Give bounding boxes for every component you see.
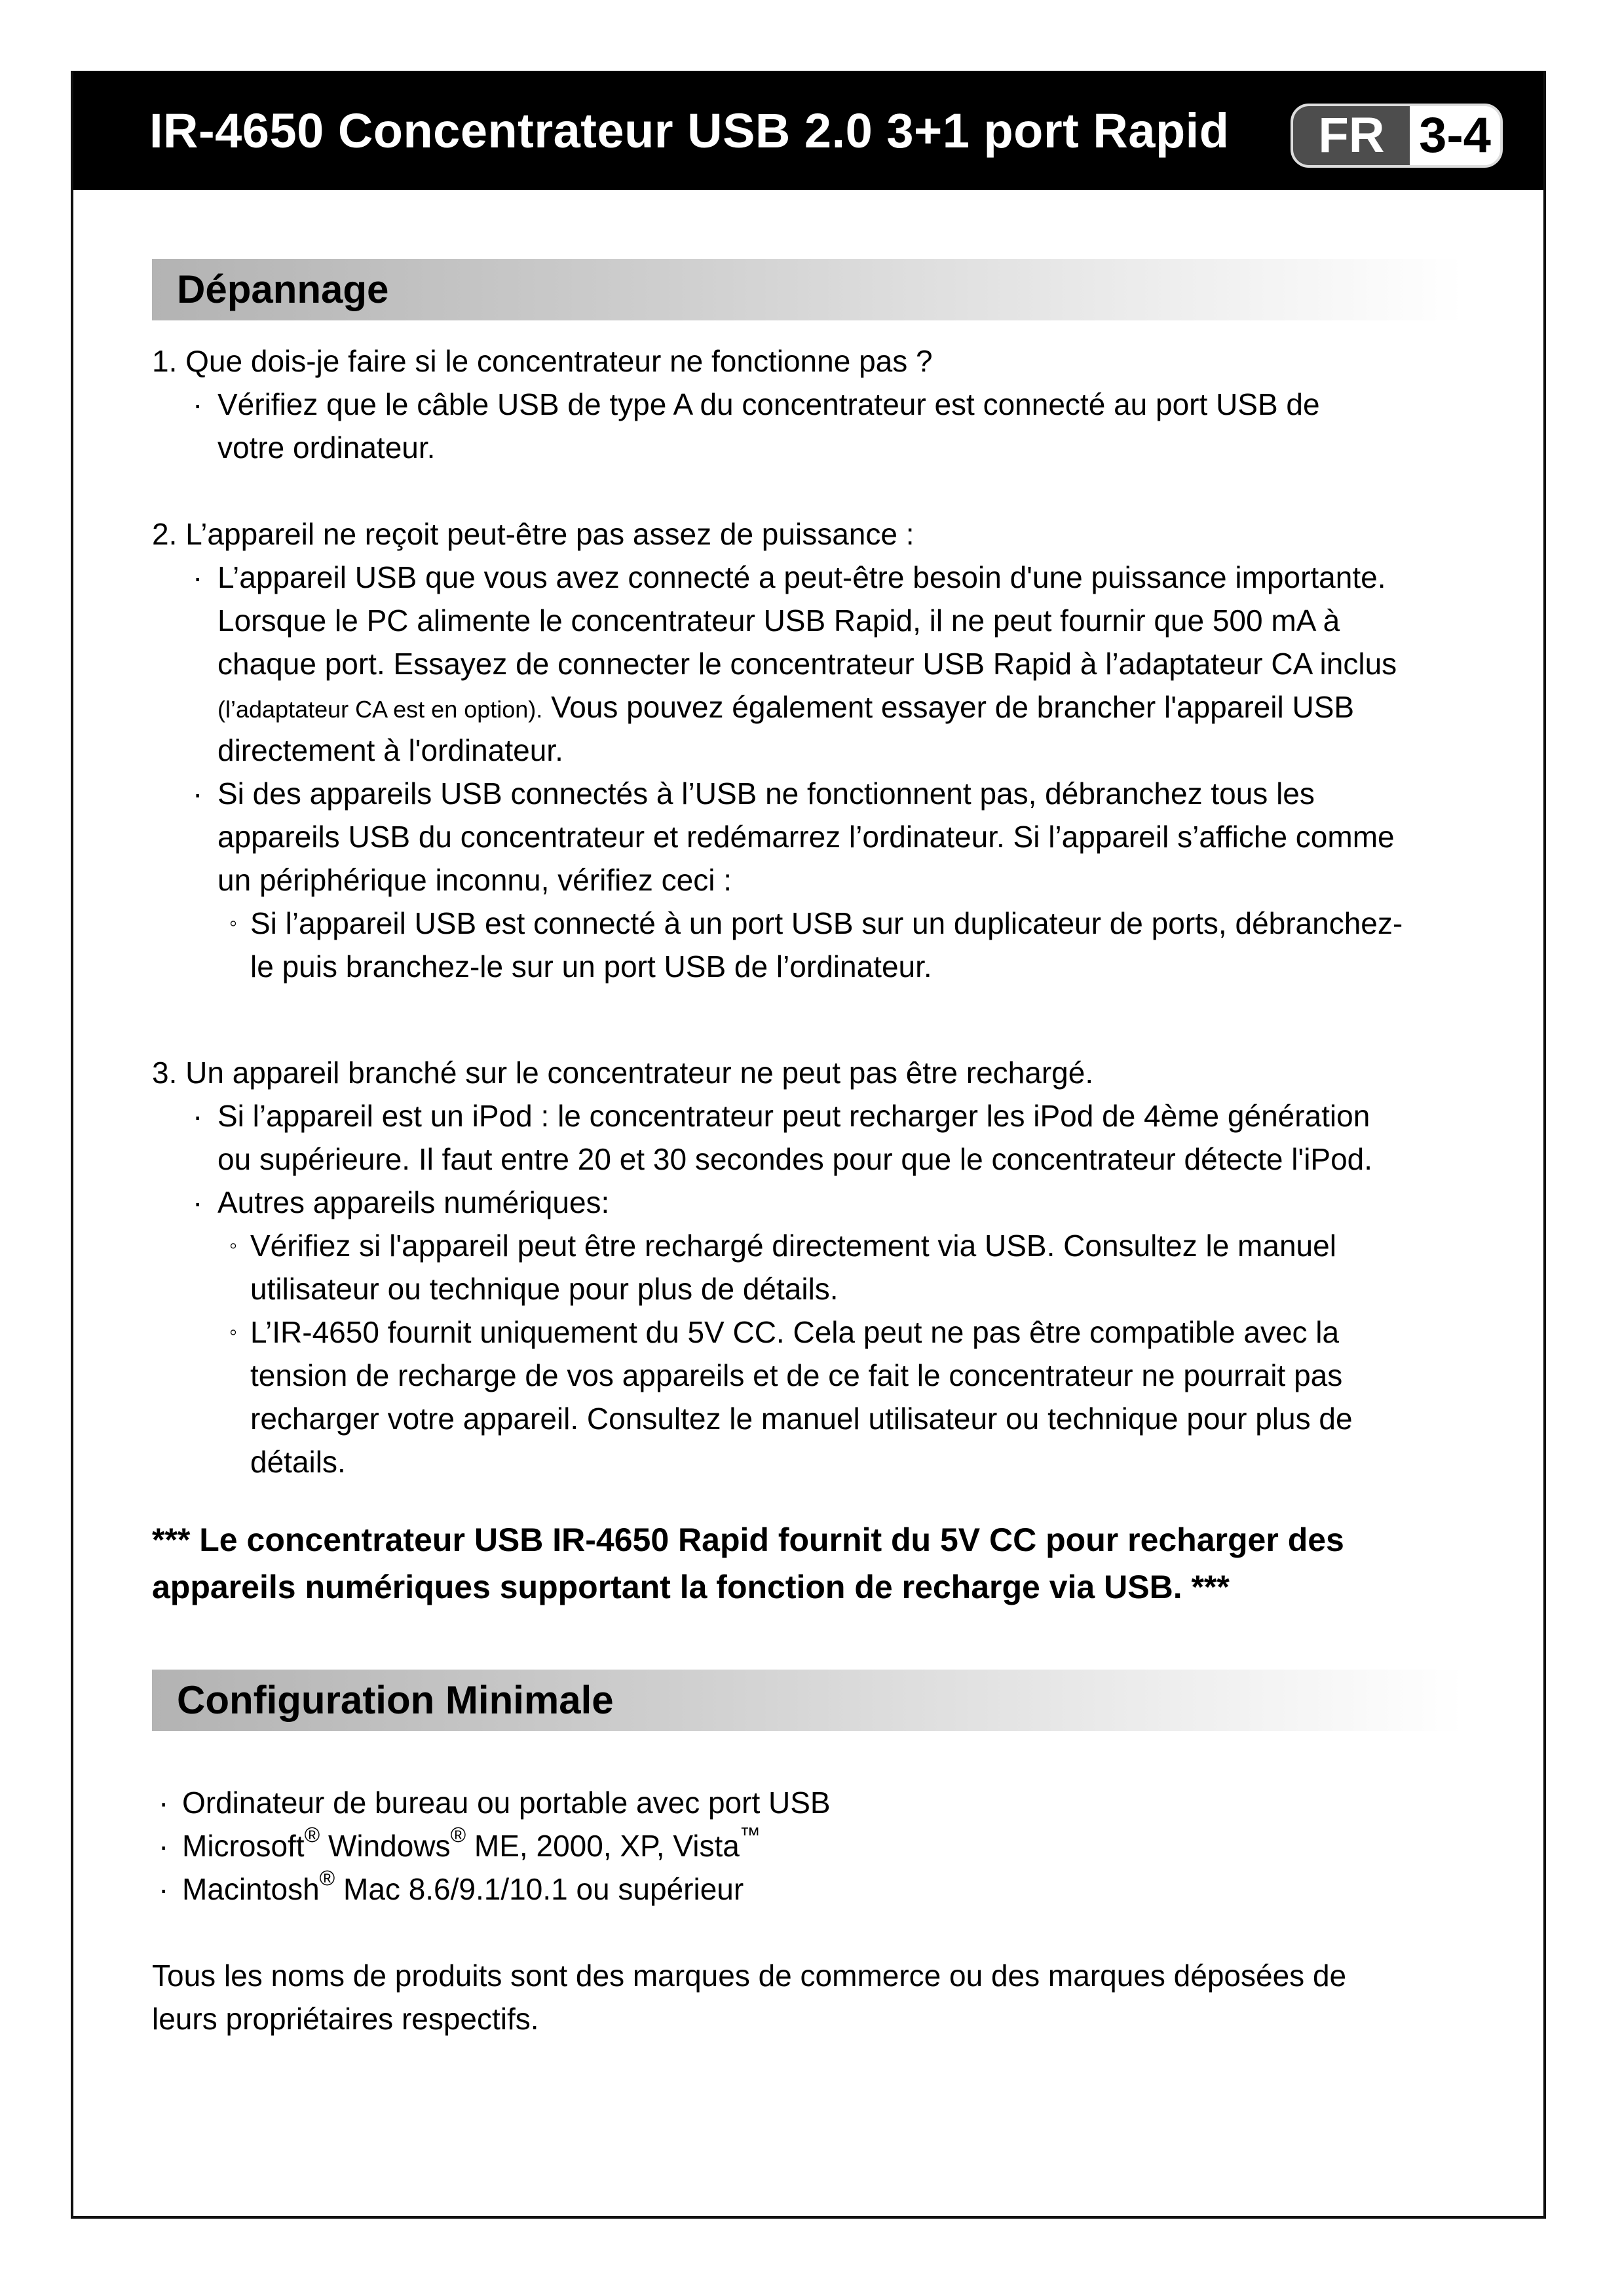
charging-note: *** Le concentrateur USB IR-4650 Rapid fournit du 5V CC pour recharger des bbox=[152, 1521, 1344, 1558]
bullet-text-continued: Vous pouvez également essayer de brancher l'appareil USB bbox=[542, 690, 1355, 724]
requirement-text: Ordinateur de bureau ou portable avec port USB bbox=[182, 1786, 831, 1820]
bullet-text-continued: ou supérieure. Il faut entre 20 et 30 secondes pour que le concentrateur détecte l'iPod. bbox=[217, 1142, 1373, 1176]
page-frame bbox=[71, 71, 1546, 2219]
page-header bbox=[73, 71, 1543, 190]
page-number: 3-4 bbox=[1410, 106, 1500, 165]
trademark-mark: ™ bbox=[739, 1823, 761, 1846]
registered-mark: ® bbox=[304, 1823, 320, 1846]
bullet-icon: · bbox=[159, 1872, 169, 1906]
language-code: FR bbox=[1293, 106, 1410, 165]
section-heading-requirements bbox=[152, 1670, 1463, 1731]
bullet-icon: · bbox=[159, 1786, 169, 1820]
requirement-text-part: Windows bbox=[320, 1829, 451, 1863]
sub-bullet-icon: ◦ bbox=[229, 1320, 238, 1345]
section-heading-troubleshooting bbox=[152, 259, 1463, 320]
bullet-text-continued: votre ordinateur. bbox=[217, 430, 436, 465]
sub-bullet-icon: ◦ bbox=[229, 1233, 238, 1258]
bullet-text: Autres appareils numériques: bbox=[217, 1185, 610, 1219]
sub-bullet-text-continued: le puis branchez-le sur un port USB de l’ordinateur. bbox=[250, 949, 932, 984]
section-title: Configuration Minimale bbox=[177, 1678, 614, 1722]
bullet-text: Vérifiez que le câble USB de type A du concentrateur est connecté au port USB de bbox=[217, 387, 1320, 421]
sub-bullet-text: L’IR-4650 fournit uniquement du 5V CC. Cela peut ne pas être compatible avec la bbox=[250, 1315, 1340, 1349]
bullet-text-continued: un périphérique inconnu, vérifiez ceci : bbox=[217, 863, 732, 897]
bullet-text-continued: Lorsque le PC alimente le concentrateur USB Rapid, il ne peut fournir que 500 mA à bbox=[217, 603, 1340, 638]
bullet-icon: · bbox=[193, 776, 203, 811]
sub-bullet-text-continued: tension de recharge de vos appareils et de ce fait le concentrateur ne pourrait pas bbox=[250, 1358, 1343, 1392]
bullet-icon: · bbox=[193, 1185, 203, 1219]
optional-adapter-note: (l’adaptateur CA est en option). bbox=[217, 696, 543, 723]
registered-mark: ® bbox=[450, 1823, 466, 1846]
bullet-icon: · bbox=[193, 1099, 203, 1133]
question-1: 1. Que dois-je faire si le concentrateur ne fonctionne pas ? bbox=[152, 344, 933, 378]
sub-bullet-text: Si l’appareil USB est connecté à un port USB sur un duplicateur de ports, débranchez- bbox=[250, 906, 1403, 940]
bullet-icon: · bbox=[193, 560, 203, 594]
question-2: 2. L’appareil ne reçoit peut-être pas assez de puissance : bbox=[152, 517, 915, 551]
charging-note: appareils numériques supportant la fonction de recharge via USB. *** bbox=[152, 1569, 1230, 1605]
bullet-icon: · bbox=[159, 1829, 169, 1863]
requirement-text bbox=[182, 1824, 761, 1867]
section-title: Dépannage bbox=[177, 267, 389, 311]
page-title: IR-4650 Concentrateur USB 2.0 3+1 port Rapid bbox=[149, 104, 1230, 158]
sub-bullet-text-continued: utilisateur ou technique pour plus de détails. bbox=[250, 1272, 839, 1306]
bullet-text: L’appareil USB que vous avez connecté a peut-être besoin d'une puissance importante. bbox=[217, 560, 1386, 594]
bullet-text-continued: appareils USB du concentrateur et redémarrez l’ordinateur. Si l’appareil s’affiche comme bbox=[217, 820, 1395, 854]
registered-mark: ® bbox=[319, 1866, 335, 1890]
language-page-badge bbox=[1291, 104, 1503, 168]
requirement-text-part: ME, 2000, XP, Vista bbox=[466, 1829, 740, 1863]
bullet-text-continued: directement à l'ordinateur. bbox=[217, 733, 563, 767]
question-3: 3. Un appareil branché sur le concentrateur ne peut pas être rechargé. bbox=[152, 1056, 1094, 1090]
requirement-text-part: Mac 8.6/9.1/10.1 ou supérieur bbox=[335, 1872, 744, 1906]
trademark-disclaimer: leurs propriétaires respectifs. bbox=[152, 2002, 539, 2036]
requirement-text bbox=[182, 1867, 744, 1911]
sub-bullet-text-continued: recharger votre appareil. Consultez le manuel utilisateur ou technique pour plus de bbox=[250, 1402, 1353, 1436]
sub-bullet-text-continued: détails. bbox=[250, 1445, 346, 1479]
sub-bullet-icon: ◦ bbox=[229, 911, 238, 936]
sub-bullet-text: Vérifiez si l'appareil peut être rechargé directement via USB. Consultez le manuel bbox=[250, 1229, 1336, 1263]
bullet-text-continued bbox=[217, 685, 1354, 731]
bullet-text-continued: chaque port. Essayez de connecter le concentrateur USB Rapid à l’adaptateur CA inclus bbox=[217, 647, 1397, 681]
requirement-text-part: Macintosh bbox=[182, 1872, 320, 1906]
bullet-icon: · bbox=[193, 387, 203, 421]
requirement-text-part: Microsoft bbox=[182, 1829, 305, 1863]
bullet-text: Si des appareils USB connectés à l’USB ne fonctionnent pas, débranchez tous les bbox=[217, 776, 1315, 811]
bullet-text: Si l’appareil est un iPod : le concentrateur peut recharger les iPod de 4ème génération bbox=[217, 1099, 1370, 1133]
trademark-disclaimer: Tous les noms de produits sont des marques de commerce ou des marques déposées de bbox=[152, 1959, 1347, 1993]
